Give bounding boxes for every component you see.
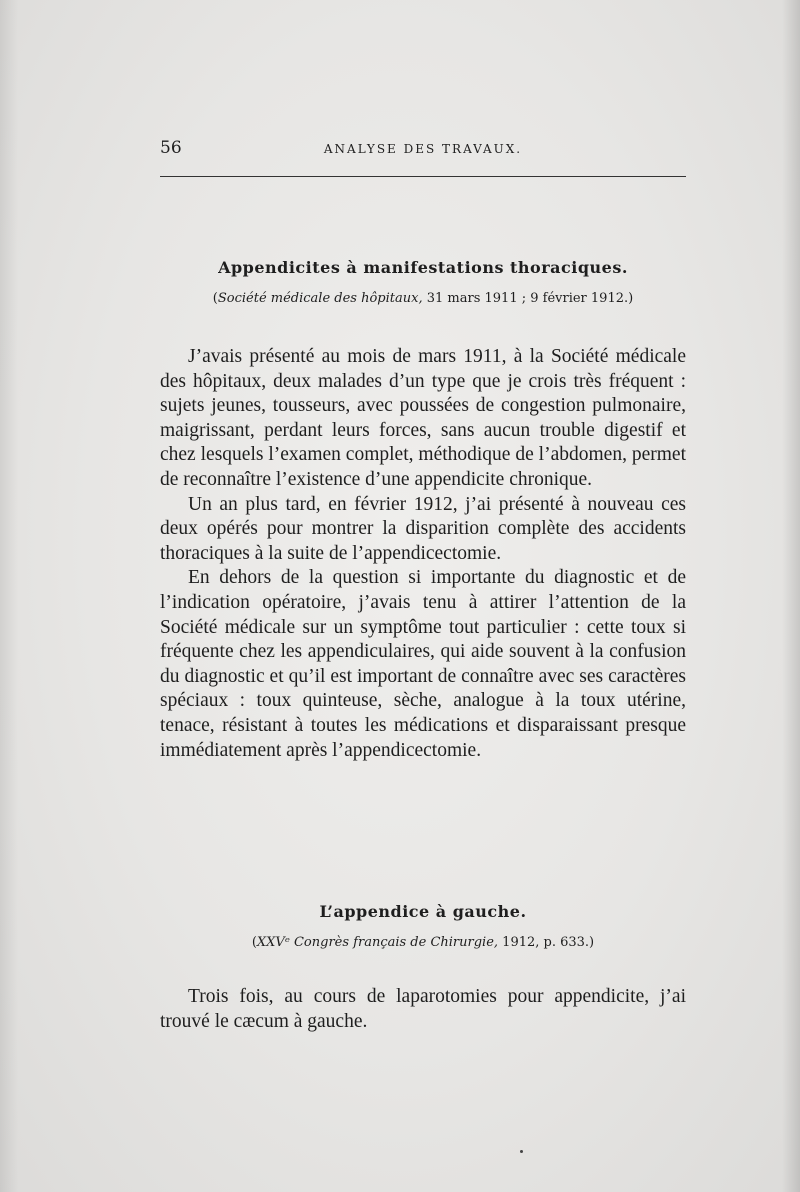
source-journal: Société médicale des hôpitaux,	[217, 291, 423, 306]
page-header	[160, 138, 686, 168]
source-open-paren: (	[251, 935, 257, 950]
paragraph: Trois fois, au cours de laparotomies pour appendicite, j’ai trouvé le cæcum à gauche.	[160, 986, 686, 1032]
section-source-2	[160, 935, 686, 950]
section-body-2	[160, 985, 686, 1034]
paragraph: J’avais présenté au mois de mars 1911, à la Société médicale des hôpitaux, deux malades d’un type que je crois très fréquent : sujets jeunes, tousseurs, avec poussées de congestion pulmonaire, maigrissant, perdant leurs forces, sans aucun trouble digestif et chez lesquels l’examen complet, méthodique de l’abdomen, permet de reconnaître l’existence d’une appendicite chronique.	[160, 346, 686, 490]
page-edge-shadow-right	[782, 0, 800, 1192]
paragraph: En dehors de la question si importante du diagnostic et de l’indication opératoire, j’avais tenu à attirer l’attention de la Société médicale sur un symptôme tout particulier : cette toux si fréquente chez les appendiculaires, qui aide souvent à la confusion du diagnostic et qu’il est important de connaître avec ses caractères spéciaux : toux quinteuse, sèche, analogue à la toux utérine, tenace, résistant à toutes les médications et disparaissant presque immédiatement après l’appendicectomie.	[160, 567, 686, 761]
section-source-1	[160, 291, 686, 306]
section-title-2: L’appendice à gauche.	[319, 902, 527, 921]
header-rule	[160, 176, 686, 177]
source-open-paren: (	[212, 291, 218, 306]
section-body-1	[160, 345, 686, 763]
running-head: ANALYSE DES TRAVAUX.	[323, 142, 523, 156]
paragraph: Un an plus tard, en février 1912, j’ai présenté à nouveau ces deux opérés pour montrer la disparition complète des accidents thoraciques à la suite de l’appendicectomie.	[160, 493, 686, 564]
page-edge-shadow-left	[0, 0, 18, 1192]
source-dates: 31 mars 1911 ; 9 février 1912.)	[422, 291, 634, 306]
page-number: 56	[160, 138, 182, 158]
source-year-page: 1912, p. 633.)	[498, 935, 595, 950]
section-title-1: Appendicites à manifestations thoraciques.	[218, 258, 628, 277]
ink-speck	[520, 1150, 523, 1153]
source-congress: XXVᵉ Congrès français de Chirurgie,	[256, 935, 499, 950]
